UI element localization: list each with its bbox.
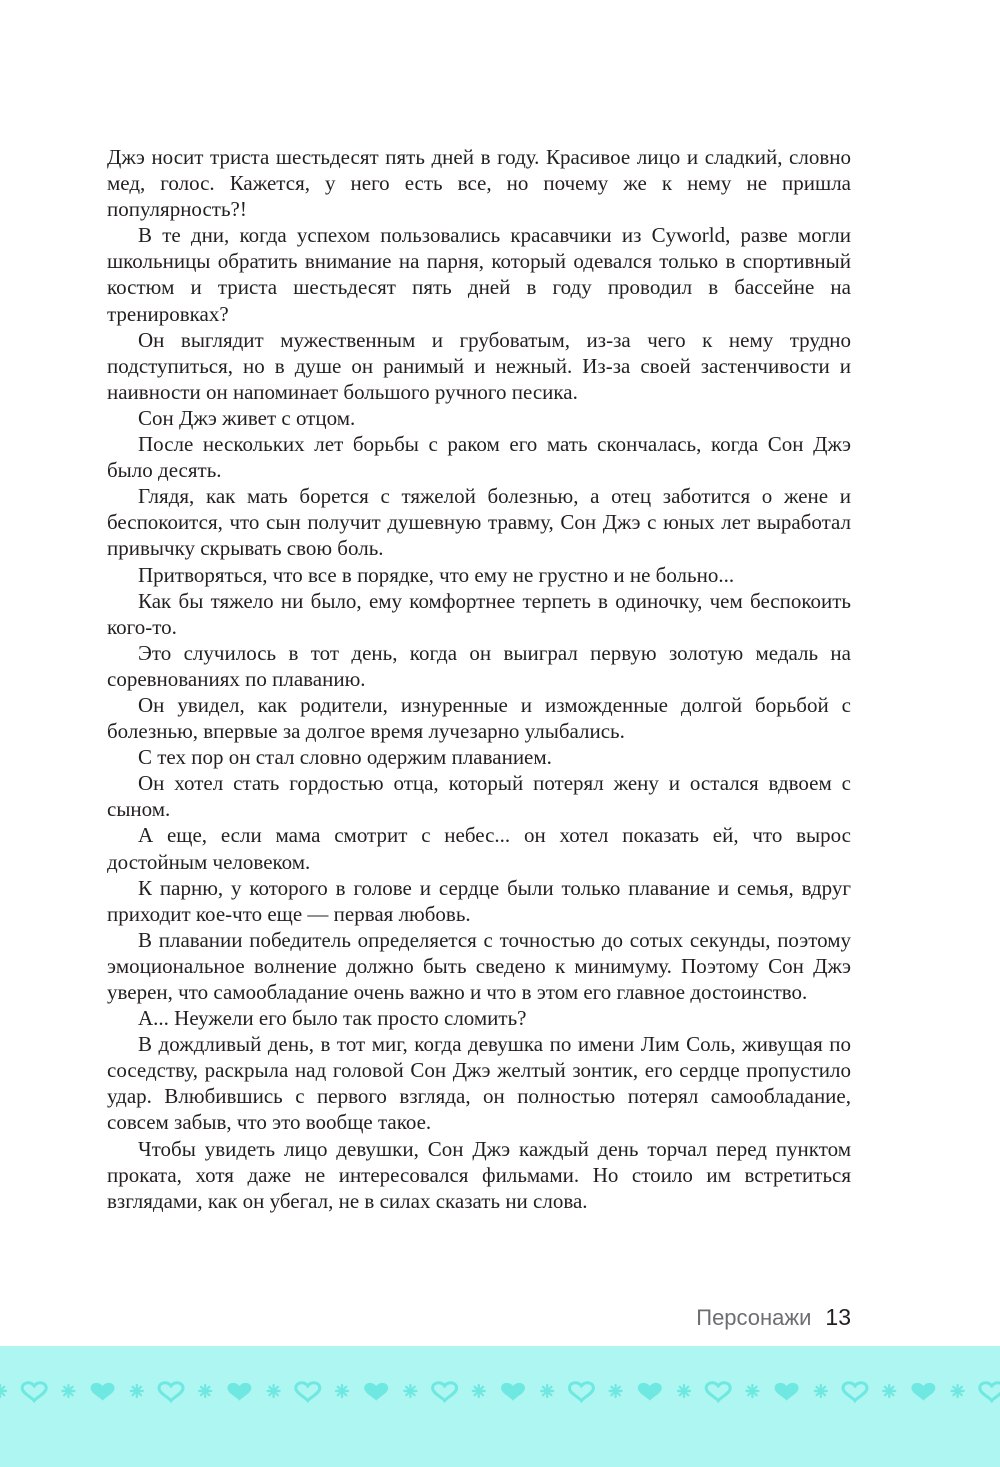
heart-filled-icon	[364, 1383, 388, 1401]
paragraph-8: Как бы тяжело ни было, ему комфортнее терпеть в одиночку, чем беспокоить кого-то.	[107, 588, 851, 639]
star-icon	[952, 1385, 964, 1397]
heart-outline-icon	[22, 1383, 46, 1401]
paragraph-6: Глядя, как мать борется с тяжелой болезнью, а отец заботится о жене и беспокоится, что сын получит душевную травму, Сон Джэ с юных лет выработал привычку скрывать свою боль.	[107, 484, 851, 561]
star-icon	[610, 1385, 622, 1397]
paragraph-16: А... Неужели его было так просто сломить?	[138, 1006, 527, 1031]
star-icon	[678, 1385, 690, 1397]
paragraph-11: С тех пор он стал словно одержим плаванием.	[138, 745, 552, 770]
section-title: Персонажи	[696, 1305, 812, 1330]
star-icon	[0, 1385, 6, 1397]
paragraph-18: Чтобы увидеть лицо девушки, Сон Джэ каждый день торчал перед пунктом проката, хотя даже не интересовался фильмами. Но стоило им встретиться взглядами, как он убегал, не в силах сказать ни слова.	[107, 1136, 851, 1213]
heart-filled-icon	[911, 1383, 935, 1401]
paragraph-4: Сон Джэ живет с отцом.	[138, 405, 356, 430]
heart-outline-icon	[843, 1383, 867, 1401]
paragraph-10: Он увидел, как родители, изнуренные и изможденные долгой борьбой с болезнью, впервые за долгое время лучезарно улыбались.	[107, 692, 851, 744]
ornament-row	[0, 1376, 1000, 1406]
paragraph-12: Он хотел стать гордостью отца, который потерял жену и остался вдвоем с сыном.	[107, 771, 851, 822]
page-number: 13	[825, 1304, 851, 1330]
heart-outline-icon	[159, 1383, 183, 1401]
paragraph-15: В плавании победитель определяется с точностью до сотых секунды, поэтому эмоциональное волнение должно быть сведено к минимуму. Поэтому Сон Джэ уверен, что самообладание очень важно и что в этом его главное достоинство.	[107, 927, 851, 1004]
paragraph-1: Джэ носит триста шестьдесят пять дней в году. Красивое лицо и сладкий, словно мед, голос. Кажется, у него есть все, но почему же к нему не пришла популярность?!	[107, 145, 851, 222]
paragraph-3: Он выглядит мужественным и грубоватым, из-за чего к нему трудно подступиться, но в душе он ранимый и нежный. Из-за своей застенчивости и наивности он напоминает большого ручного песика.	[107, 327, 851, 404]
heart-outline-icon	[569, 1383, 593, 1401]
paragraph-2: В те дни, когда успехом пользовались красавчики из Cyworld, разве могли школьницы обратить внимание на парня, который одевался только в спортивный костюм и триста шестьдесят пять дней в году проводил в бассейне на тренировках?	[107, 223, 851, 326]
heart-outline-icon	[433, 1383, 457, 1401]
body-text	[107, 144, 851, 1214]
paragraph-9: Это случилось в тот день, когда он выиграл первую золотую медаль на соревнованиях по плаванию.	[107, 640, 851, 691]
star-icon	[815, 1385, 827, 1397]
star-icon	[131, 1385, 143, 1397]
decorative-band	[0, 1346, 1000, 1467]
star-icon	[746, 1385, 758, 1397]
star-icon	[541, 1385, 553, 1397]
running-footer	[696, 1304, 851, 1331]
heart-outline-icon	[296, 1383, 320, 1401]
star-icon	[199, 1385, 211, 1397]
heart-outline-icon	[980, 1383, 1000, 1401]
star-icon	[336, 1385, 348, 1397]
star-icon	[404, 1385, 416, 1397]
heart-filled-icon	[91, 1383, 115, 1401]
paragraph-7: Притворяться, что все в порядке, что ему не грустно и не больно...	[138, 562, 735, 587]
paragraph-5: После нескольких лет борьбы с раком его мать скончалась, когда Сон Джэ было десять.	[107, 432, 851, 483]
star-icon	[473, 1385, 485, 1397]
star-icon	[62, 1385, 74, 1397]
paragraph-17: В дождливый день, в тот миг, когда девушка по имени Лим Соль, живущая по соседству, раскрыла над головой Сон Джэ желтый зонтик, его сердце пропустило удар. Влюбившись с первого взгляда, он полностью потерял самообладание, совсем забыв, что это вообще такое.	[107, 1032, 851, 1135]
heart-filled-icon	[638, 1383, 662, 1401]
paragraph-13: А еще, если мама смотрит с небес... он хотел показать ей, что вырос достойным человеком.	[107, 823, 851, 874]
heart-filled-icon	[775, 1383, 799, 1401]
heart-filled-icon	[227, 1383, 251, 1401]
heart-outline-icon	[706, 1383, 730, 1401]
star-icon	[883, 1385, 895, 1397]
heart-filled-icon	[501, 1383, 525, 1401]
star-icon	[268, 1385, 280, 1397]
paragraph-14: К парню, у которого в голове и сердце были только плавание и семья, вдруг приходит кое-что еще — первая любовь.	[107, 875, 851, 926]
